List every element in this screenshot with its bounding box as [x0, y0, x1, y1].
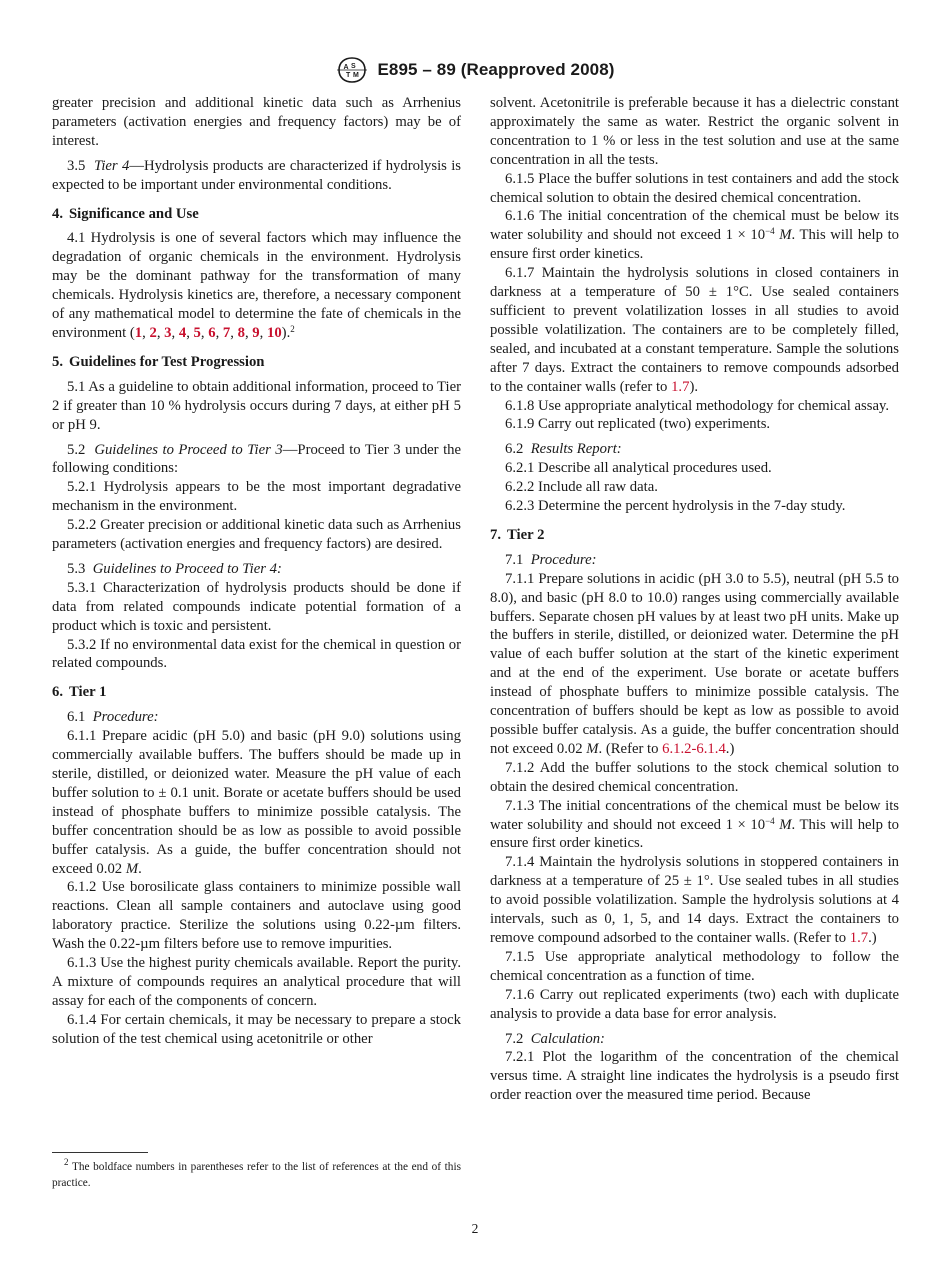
paragraph-6-2-1: 6.2.1 Describe all analytical procedures used.: [505, 460, 772, 477]
footnote-divider: [52, 1152, 148, 1153]
paragraph-7-1: 7.1 Procedure:: [505, 551, 597, 568]
page-header: [0, 55, 950, 85]
svg-text:S: S: [351, 63, 357, 70]
section-heading-7: 7. Tier 2: [490, 526, 545, 543]
astm-logo-icon: [335, 55, 369, 85]
left-column: [52, 94, 461, 1049]
footnote-marker[interactable]: 2: [290, 323, 295, 334]
paragraph-7-1-4: 7.1.4 Maintain the hydrolysis solutions in stoppered containers in darkness at a temperature of 25 ± 1°. Use sealed tubes in all studies to avoid possible volatilization. Sample the hydrolysis solutions at 4 intervals, such as 0, 1, 5, and 14 days. Extract the containers to remove compound adsorbed to the container walls. (Refer to 1.7.): [490, 854, 899, 946]
paragraph-6-1: 6.1 Procedure:: [67, 709, 159, 726]
paragraph-5-3: 5.3 Guidelines to Proceed to Tier 4:: [67, 560, 282, 577]
paragraph-5-3-1: 5.3.1 Characterization of hydrolysis products should be done if data from related compounds indicate potential formation of a product which is toxic and persistent.: [52, 579, 461, 634]
paragraph-6-1-6: 6.1.6 The initial concentration of the chemical must be below its water solubility and should not exceed $1 \times 10^{-4}$ M. This will help to ensure first order kinetics.: [490, 208, 900, 263]
paragraph-7-1-1: 7.1.1 Prepare solutions in acidic (pH 3.0 to 5.5), neutral (pH 5.5 to 8.0), and basic (pH 8.0 to 10.0) ranges using commercially available buffers. Separate chosen pH values by at least two pH units. Make up the buffers in sterile, distilled, or deionized water. Determine the pH value of each buffer solution at the start of the kinetic experiment and at the end of the experiment. Use borate or acetate buffers instead of phosphate buffers to minimize possible catalysis. The concentration of buffers should be kept as low as possible to avoid possible buffer catalysis. As a guide, the buffer concentration should not exceed 0.02 M. (Refer to 6.1.2-6.1.4.): [490, 570, 899, 757]
paragraph-5-2: 5.2 Guidelines to Proceed to Tier 3—Proceed to Tier 3 under the following conditions:: [52, 441, 462, 477]
paragraph-6-1-2: 6.1.2 Use borosilicate glass containers to minimize possible wall reactions. Clean all sample containers and autoclave using good laboratory practice. Sterilize the solutions using 0.22-µm filters. Wash the 0.22-µm filters before use to remove impurities.: [52, 879, 461, 953]
paragraph-7-2-1: 7.2.1 Plot the logarithm of the concentration of the chemical versus time. A straight line indicates the hydrolysis is a pseudo first order reaction over the measured time period. Because: [490, 1049, 899, 1104]
page-number: 2: [471, 1221, 479, 1236]
paragraph-3-5: 3.5 Tier 4—Hydrolysis products are characterized if hydrolysis is expected to be important under environmental conditions.: [52, 157, 461, 193]
paragraph-6-1-4: 6.1.4 For certain chemicals, it may be necessary to prepare a stock solution of the test chemical using acetonitrile or other: [52, 1011, 461, 1047]
reference-link[interactable]: 10: [266, 324, 282, 341]
cross-reference-link[interactable]: 6.1.2-6.1.4: [662, 740, 726, 757]
paragraph-6-2: 6.2 Results Report:: [505, 441, 622, 458]
reference-link[interactable]: 4: [178, 324, 187, 341]
paragraph-7-1-3: 7.1.3 The initial concentrations of the chemical must be below its water solubility and should not exceed $1 \times 10^{-4}$ M. This will help to ensure first order kinetics.: [490, 797, 900, 852]
document-designation: E895 – 89 (Reapproved 2008): [377, 60, 615, 79]
reference-link[interactable]: 3: [164, 324, 172, 341]
paragraph-6-1-4-continued: solvent. Acetonitrile is preferable because it has a dielectric constant approximately the same as water. Restrict the organic solvent in concentration to 1 % or less in the test solution and use at the same concentration in all the tests.: [490, 95, 899, 168]
paragraph-6-1-7: 6.1.7 Maintain the hydrolysis solutions in closed containers in darkness at a temperature of 50 ± 1°C. Use sealed containers sufficient to prevent volatilization losses in all studies to avoid possible volatilization. The containers are to be completely filled, sealed, and incubated at a constant temperature. Sample the solutions after 7 days. Extract the containers to remove compounds adsorbed to the container walls (refer to 1.7).: [490, 265, 899, 395]
paragraph-6-1-9: 6.1.9 Carry out replicated (two) experiments.: [505, 416, 771, 433]
reference-list: 1, 2, 3, 4, 5, 6, 7, 8, 9, 10: [134, 324, 282, 341]
paragraph-6-1-3: 6.1.3 Use the highest purity chemicals available. Report the purity. A mixture of compounds requires an analytical procedure that will assay for each of the components of concern.: [52, 955, 461, 1009]
reference-link[interactable]: 2: [149, 324, 157, 341]
cross-reference-link[interactable]: 1.7: [849, 929, 869, 946]
section-heading-6: 6. Tier 1: [52, 684, 107, 701]
cross-reference-link[interactable]: 1.7: [671, 378, 690, 395]
reference-link[interactable]: 7: [222, 324, 231, 341]
svg-text:A: A: [343, 64, 350, 71]
paragraph: greater precision and additional kinetic data such as Arrhenius parameters (activation energies and frequency factors) may be of interest.: [52, 95, 461, 149]
paragraph-7-2: 7.2 Calculation:: [505, 1030, 605, 1047]
paragraph-6-1-8: 6.1.8 Use appropriate analytical methodology for chemical assay.: [505, 397, 890, 414]
paragraph-5-2-2: 5.2.2 Greater precision or additional kinetic data such as Arrhenius parameters (activation energies and frequency factors) are desired.: [52, 517, 461, 553]
paragraph-5-2-1: 5.2.1 Hydrolysis appears to be the most important degradative mechanism in the environment.: [52, 479, 461, 515]
paragraph-6-2-3: 6.2.3 Determine the percent hydrolysis in the 7-day study.: [505, 498, 846, 515]
reference-link[interactable]: 8: [237, 324, 245, 341]
svg-text:M: M: [353, 72, 360, 79]
section-heading-5: 5. Guidelines for Test Progression: [52, 353, 265, 370]
paragraph-4-1: 4.1 Hydrolysis is one of several factors which may influence the degradation of organic chemicals in the environment. Hydrolysis may be the dominant pathway for the transformation of many chemicals. Hydrolysis kinetics are, therefore, a necessary component of any mathematical model to determine the fate of chemicals in the environment (1, 2, 3, 4, 5, 6, 7, 8, 9, 10).$^2$: [52, 230, 461, 341]
paragraph-5-3-2: 5.3.2 If no environmental data exist for the chemical in question or related compounds.: [52, 636, 461, 672]
paragraph-5-1: 5.1 As a guideline to obtain additional information, proceed to Tier 2 if greater than 10 % hydrolysis occurs during 7 days, at either pH 5 or pH 9.: [52, 378, 461, 433]
reference-link[interactable]: 5: [193, 324, 201, 341]
footnote: $^2$ The boldface numbers in parentheses refer to the list of references at the end of this practice.: [52, 1157, 461, 1189]
paragraph-7-1-5: 7.1.5 Use appropriate analytical methodology to follow the chemical concentration as a function of time.: [490, 948, 899, 984]
paragraph-6-1-5: 6.1.5 Place the buffer solutions in test containers and add the stock chemical solution to obtain the desired chemical concentration.: [490, 170, 899, 206]
reference-link[interactable]: 9: [252, 324, 260, 341]
section-heading-4: 4. Significance and Use: [52, 205, 199, 222]
paragraph-6-1-1: 6.1.1 Prepare acidic (pH 5.0) and basic (pH 9.0) solutions using commercially available buffers. The buffers should be made up in sterile, distilled, or deionized water. Measure the pH value of each buffer solution to ± 0.1 unit. Borate or acetate buffers should be used instead of phosphate buffers to minimize possible catalysis. The buffer concentration should be as low as possible to avoid possible buffer catalysis. As a guide, the buffer concentration should not exceed 0.02 M.: [52, 728, 461, 877]
svg-text:T: T: [346, 72, 351, 79]
paragraph-6-2-2: 6.2.2 Include all raw data.: [505, 479, 658, 496]
reference-link[interactable]: 1: [134, 324, 143, 341]
right-column: [490, 94, 899, 1105]
reference-link[interactable]: 6: [208, 324, 216, 341]
paragraph-7-1-2: 7.1.2 Add the buffer solutions to the stock chemical solution to obtain the desired chemical concentration.: [490, 759, 899, 795]
paragraph-7-1-6: 7.1.6 Carry out replicated experiments (two) each with duplicate analysis to provide a data base for error analysis.: [490, 986, 899, 1022]
